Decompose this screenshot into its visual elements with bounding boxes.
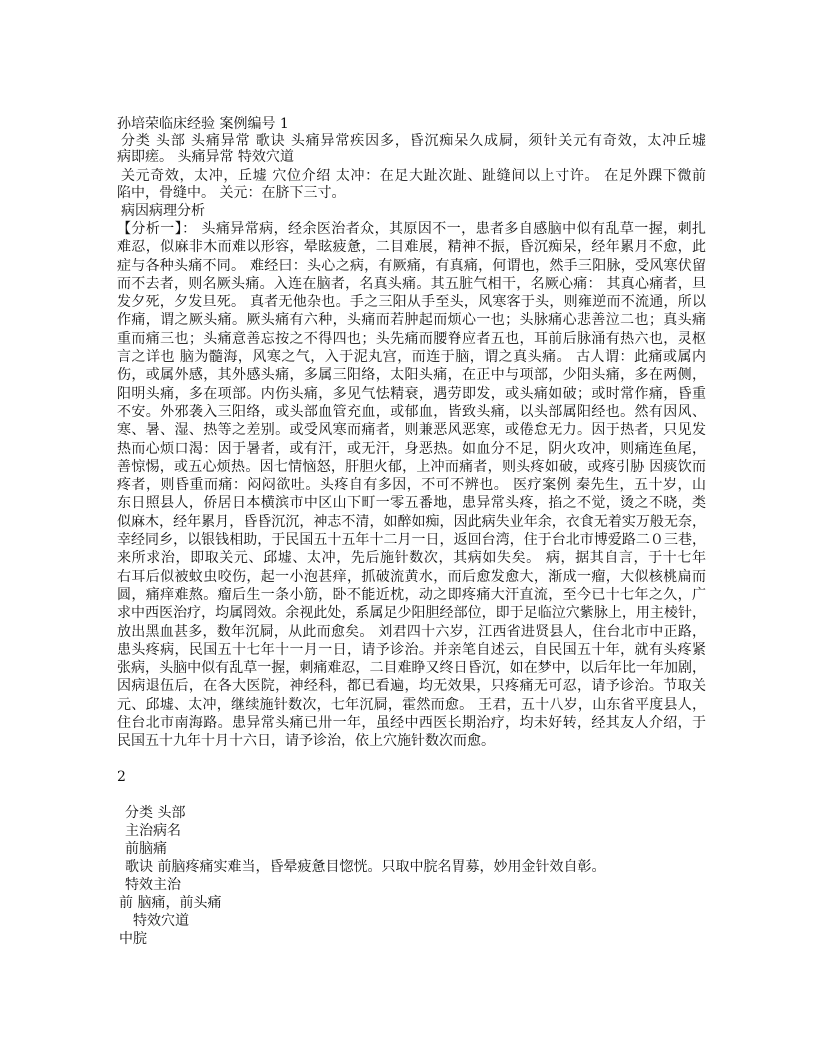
indication-name: 前脑痛 [125,841,167,857]
special-acupoint-value: 中脘 [119,931,147,947]
text-line: 难忍，似麻非木而难以形容，晕眩疲惫，二目难展，精神不振，昏沉痴呆，经年累月不愈，此 [117,239,706,256]
category-verse-line-cont: 病即瘥。 头痛异常 特效穴道 [117,149,294,165]
case-title: 孙培荣临床经验 案例编号 1 [117,116,289,132]
analysis-paragraph [117,220,706,751]
text-line: 发夕死，夕发旦死。 真者无他杂也。手之三阳从手至头，风寒客于头，则雍逆而不流通，所以 [117,294,706,311]
text-line: 患头疼病，民国五十七年十一月一日，请予诊治。并亲笔自述云，自民国五十年，就有头疼紧 [117,641,706,658]
text-line: 不安。外邪袭入三阳络，或头部血管充血，或郁血，皆致头痛，以头部属阳经也。然有因风、 [117,403,706,420]
text-line: 而不去者，则名厥头痛。入连在脑者，名真头痛。其五脏气相干，名厥心痛： 其真心痛者，旦 [117,275,706,292]
text-line: 幸经同乡，以银钱相助，于民国五十五年十二月一日，返回台湾，住于台北市博爱路二０三巷， [117,532,706,549]
text-line: 东日照县人，侨居日本横滨市中区山下町一零五番地，患异常头疼，掐之不觉，烫之不晓，类 [117,495,706,512]
text-line: 来所求治，即取关元、邱墟、太冲，先后施针数次，其病如失矣。 病，据其自言，于十七年 [117,550,706,567]
text-line: 疼者，则昏重而痛：闷闷欲吐。头疼自有多因，不可不辨也。 医疗案例 秦先生，五十岁，山 [117,477,706,494]
text-line: 作痛，谓之厥头痛。厥头痛有六种，头痛而若肿起而烦心一也；头脉痛心悲善泣二也；真头痛 [117,312,706,329]
text-line: 热而心烦口渴：因于暑者，或有汗，或无汗，身恶热。如血分不足，阴火攻冲，则痛连鱼尾， [117,440,706,457]
section-heading-etiology: 病因病理分析 [121,203,205,219]
text-line: 阳明头痛，多在项部。内伤头痛，多见气怯精衰，遇劳即发，或头痛如破；或时常作痛，昏重 [117,385,706,402]
case-number: 2 [117,769,126,785]
special-indication-value: 前 脑痛，前头痛 [119,895,222,911]
case-2-block [119,804,605,948]
text-line: 右耳后似被蚊虫咬伤，起一小泡甚痒，抓破流黄水，而后愈发愈大，渐成一瘤，大似核桃扁而 [117,568,706,585]
text-line: 似麻木，经年累月，昏昏沉沉，神志不清，如醉如痴，因此病失业年余，衣食无着实万般无奈， [117,513,706,530]
category-verse-line: 分类 头部 头痛异常 歌诀 头痛异常疾因多，昏沉痴呆久成屙，须针关元有奇效，太冲丘墟 [121,133,706,149]
special-indication-label: 特效主治 [125,877,181,893]
text-line: 因病退伍后，在各大医院，神经科，都已看遍，均无效果，只疼痛无可忍，请予诊治。节取关 [117,678,706,695]
text-line: 求中西医治疗，均属罔效。余视此处，系属足少阳胆经部位，即于足临泣穴紫脉上，用主棱针， [117,605,706,622]
text-line: 言之详也 脑为髓海，风寒之气，入于泥丸宫，而连于脑，谓之真头痛。 古人谓：此痛或属内 [117,349,706,366]
special-acupoint-label: 特效穴道 [133,913,189,929]
text-line: 元、邱墟、太冲，继续施针数次，七年沉屙，霍然而愈。 王君，五十八岁，山东省平度县人， [117,696,706,713]
text-line: 民国五十九年十月十六日，请予诊治，依上穴施针数次而愈。 [117,733,495,750]
text-line: 【分析一】： 头痛异常病，经余医治者众，其原因不一，患者多自感脑中似有乱草一握，刺扎 [117,221,706,237]
verse-line: 歌诀 前脑疼痛实难当，昏晕疲惫目惚恍。只取中脘名胃募，妙用金针效自彰。 [125,859,606,875]
text-line: 圆，痛痒难熬。瘤后生一条小筋，卧不能近枕，动之即疼痛大汗直流，至今已十七年之久，广 [117,586,706,603]
category-line: 分类 头部 [125,805,186,821]
text-line: 寒、暑、湿、热等之差别。或受风寒而痛者，则兼恶风恶寒，或倦怠无力。因于热者，只见发 [117,422,706,439]
text-line: 重而痛三也；头痛意善忘按之不得四也；头先痛而腰脊应者五也，耳前后脉涌有热六也，灵枢 [117,330,706,347]
text-line: 善惊惕，或五心烦热。因七情恼怒，肝胆火郁，上冲而痛者，则头疼如破，或疼引胁 因痰饮而 [117,458,706,475]
acupoint-intro-line-cont: 陷中，骨缝中。 关元：在脐下三寸。 [117,185,346,201]
acupoint-intro-line: 关元奇效，太冲，丘墟 穴位介绍 太冲：在足大趾次趾、趾缝间以上寸许。 在足外踝下微前 [121,168,706,184]
text-line: 张病，头脑中似有乱草一握，刺痛难忍，二目难睁又终日昏沉，如在梦中，以后年比一年加剧， [117,660,706,677]
text-line: 住台北市南海路。患异常头痛已卅一年，虽经中西医长期治疗，均未好转，经其友人介绍，于 [117,715,706,732]
indication-label: 主治病名 [125,823,181,839]
text-line: 伤，或属外感，其外感头痛，多属三阳络，太阳头痛，在正中与项部，少阳头痛，多在两侧， [117,367,706,384]
text-line: 放出黑血甚多，数年沉屙，从此而愈矣。 刘君四十六岁，江西省进贤县人，住台北市中正路， [117,623,706,640]
text-line: 症与各种头痛不同。 难经曰：头心之病，有厥痛，有真痛，何谓也，然手三阳脉，受风寒伏留 [117,257,706,274]
